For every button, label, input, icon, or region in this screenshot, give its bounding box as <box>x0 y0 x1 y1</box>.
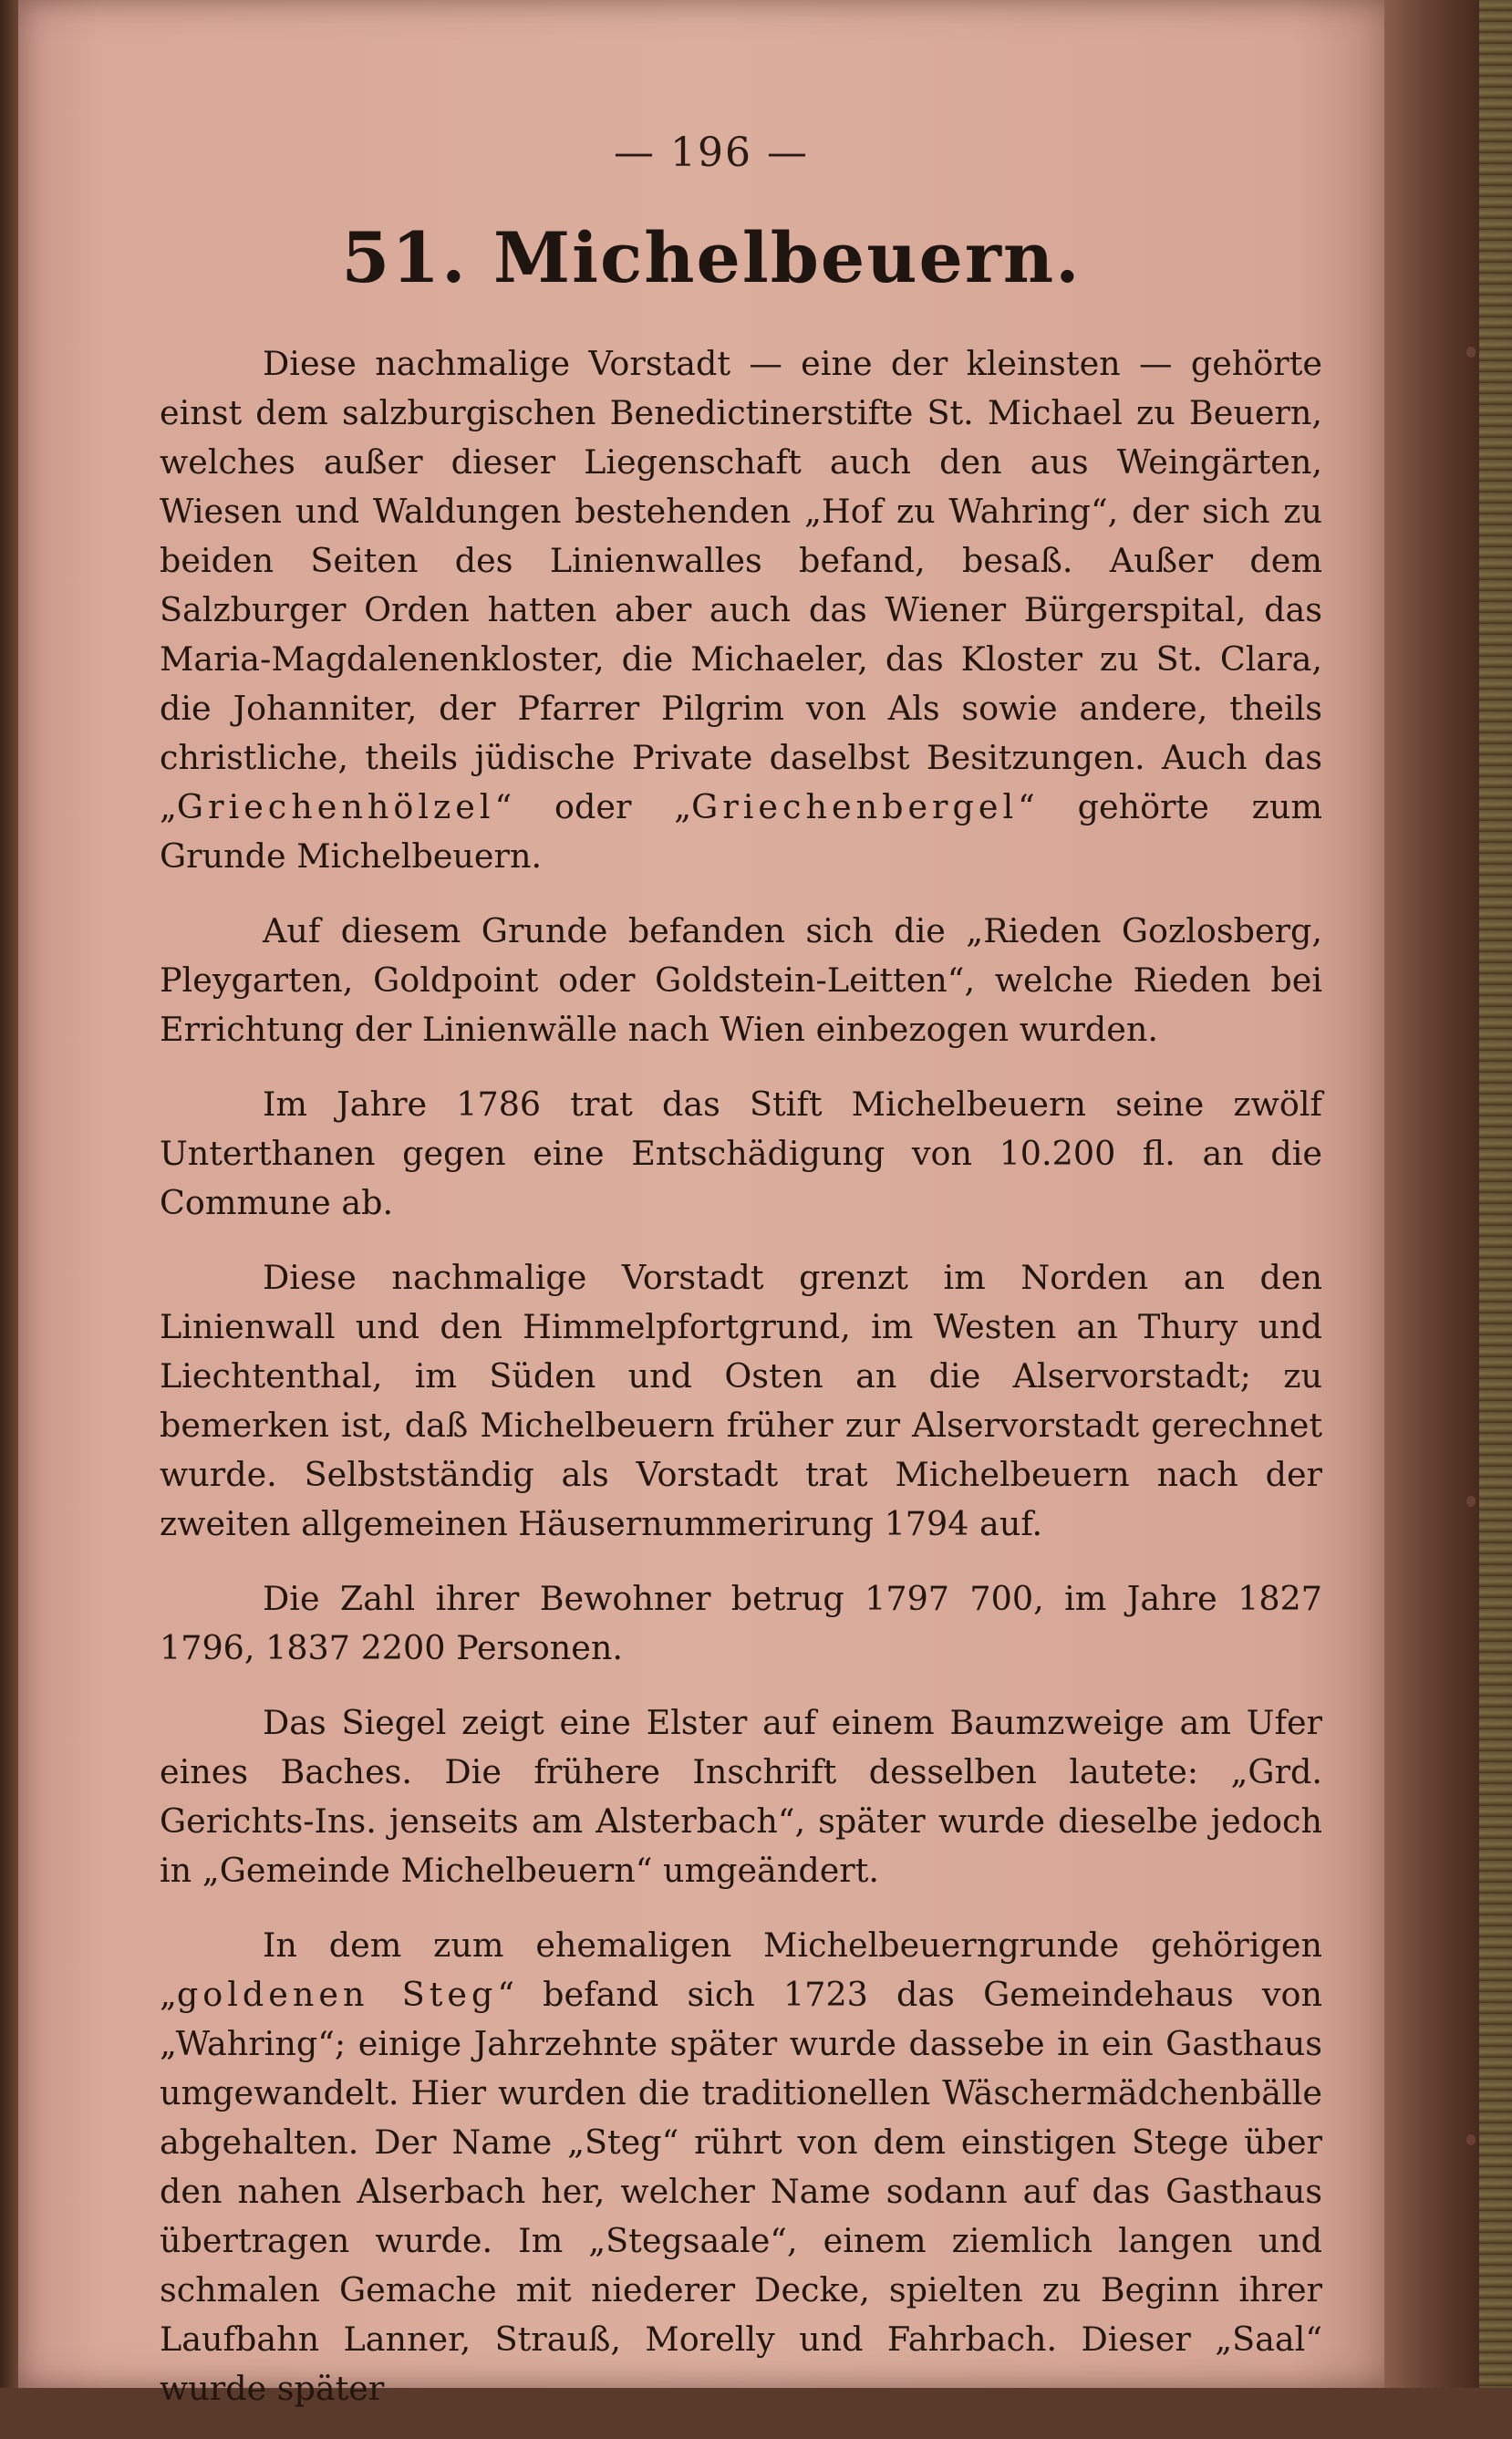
chapter-title: 51. Michelbeuern. <box>341 217 1082 298</box>
paragraph-text: Das Siegel zeigt eine Elster auf einem Baumzweige am Ufer eines Baches. Die frühere Inschrift desselben lautete: „Grd. Gerichts-Ins. jenseits am Alsterbach“, später wurde dieselbe jedoch in „Gemeinde Michelbeuern“ umgeändert. <box>160 1703 1322 1890</box>
page-number: — 196 — <box>614 130 809 176</box>
paragraph <box>160 339 1322 881</box>
paragraph-text: Diese nachmalige Vorstadt — eine der kleinsten — gehörte einst dem salzburgischen Benedictinerstifte St. Michael zu Beuern, welches außer dieser Liegenschaft auch den aus Weingärten, Wiesen und Waldungen bestehenden „Hof zu Wahring“, der sich zu beiden Seiten des Linienwalles befand, besaß. Außer dem Salzburger Orden hatten aber auch das Wiener Bürgerspital, das Maria-Magdalenenkloster, die Michaeler, das Kloster zu St. Clara, die Johanniter, der Pfarrer Pilgrim von Als sowie andere, theils christliche, theils jüdische Private daselbst Besitzungen. Auch das „ <box>160 344 1322 826</box>
spaced-text: goldenen Steg <box>176 1975 498 2014</box>
paragraph-text: Auf diesem Grunde befanden sich die „Rieden Gozlosberg, Pleygarten, Goldpoint oder Goldstein-Leitten“, welche Rieden bei Errichtung der Linienwälle nach Wien einbezogen wurden. <box>160 911 1322 1049</box>
binding-hole <box>1466 347 1476 358</box>
paragraph-text: “ befand sich 1723 das Gemeindehaus von „Wahring“; einige Jahrzehnte später wurde dassebe in ein Gasthaus umgewandelt. Hier wurden die traditionellen Wäschermädchenbälle abgehalten. Der Name „Steg“ rührt von dem einstigen Stege über den nahen Alserbach her, welcher Name sodann auf das Gasthaus übertragen wurde. Im „Stegsaale“, einem ziemlich langen und schmalen Gemache mit niederer Decke, spielten zu Beginn ihrer Laufbahn Lanner, Strauß, Morelly und Fahrbach. Dieser „Saal“ wurde später <box>160 1975 1322 2408</box>
paragraph <box>160 1921 1322 2413</box>
body-text <box>160 339 1322 2439</box>
paragraph-text: In dem zum ehemaligen Michelbeuerngrunde gehörigen „ <box>160 1925 1322 2014</box>
paragraph <box>160 1080 1322 1228</box>
paragraph-text: Diese nachmalige Vorstadt grenzt im Norden an den Linienwall und den Himmelpfortgrund, im Westen an Thury und Liechtenthal, im Süden und Osten an die Alservorstadt; zu bemerken ist, daß Michelbeuern früher zur Alservorstadt gerechnet wurde. Selbstständig als Vorstadt trat Michelbeuern nach der zweiten allgemeinen Häusernummerirung 1794 auf. <box>160 1258 1322 1543</box>
spaced-text: Griechenbergel <box>691 787 1019 826</box>
paragraph <box>160 907 1322 1054</box>
paragraph-text: “ gehörte zum Grunde Michelbeuern. <box>160 787 1322 876</box>
paragraph-text: Die Zahl ihrer Bewohner betrug 1797 700, im Jahre 1827 1796, 1837 2200 Personen. <box>160 1579 1322 1667</box>
book-spine-edge <box>0 0 18 2388</box>
paragraph <box>160 1698 1322 1895</box>
book-page <box>18 0 1404 2408</box>
paragraph <box>160 1253 1322 1549</box>
paragraph-text: “ oder „ <box>494 787 692 826</box>
paragraph-text: Im Jahre 1786 trat das Stift Michelbeuern seine zwölf Unterthanen gegen eine Entschädigung von 10.200 fl. an die Commune ab. <box>160 1085 1322 1222</box>
binding-hole <box>1466 1496 1476 1507</box>
spaced-text: Griechenhölzel <box>176 787 495 826</box>
paragraph <box>160 1574 1322 1673</box>
binding-strip <box>1479 0 1512 2388</box>
binding-hole <box>1466 2134 1476 2145</box>
